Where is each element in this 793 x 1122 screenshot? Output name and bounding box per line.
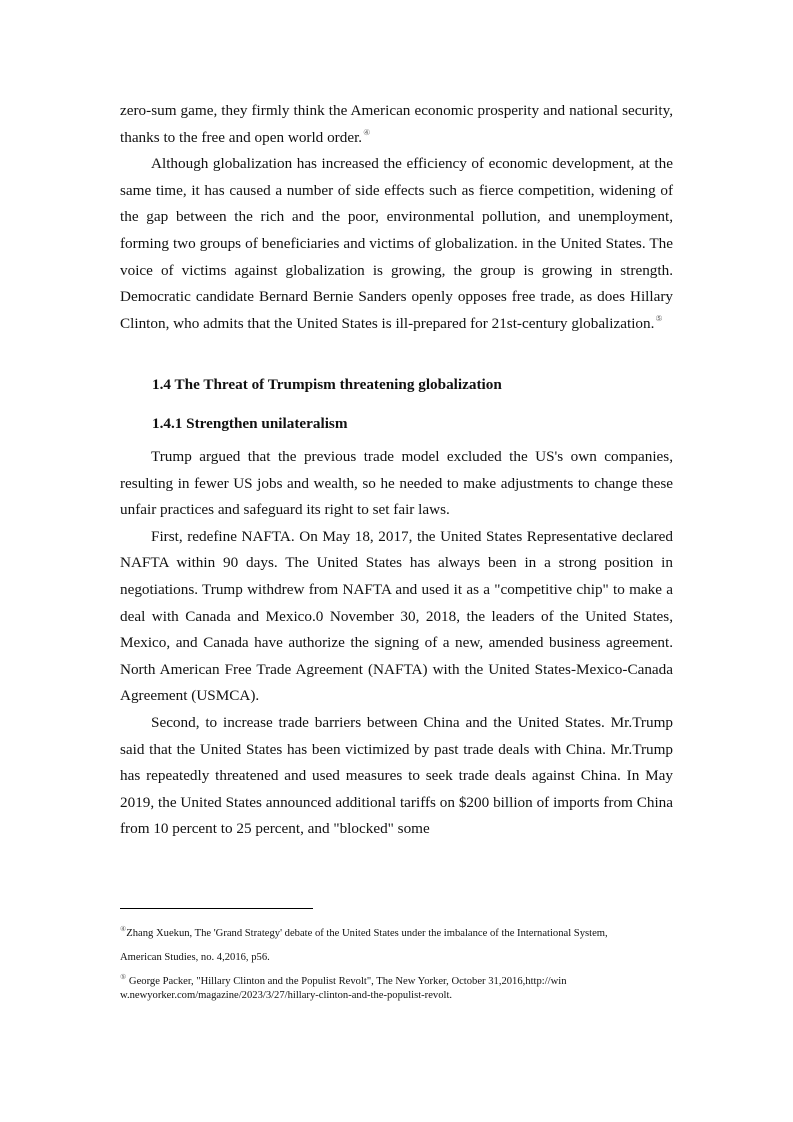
footnote-text-continued: American Studies, no. 4,2016, p56. bbox=[120, 952, 270, 963]
body-section-top bbox=[120, 98, 673, 337]
paragraph bbox=[120, 151, 673, 337]
paragraph: Trump argued that the previous trade model excluded the US's own companies, resulting in fewer US jobs and wealth, so he needed to make adjustments to change these unfair practices and safeguard its right to set fair laws. bbox=[120, 448, 673, 519]
footnote-text: George Packer, "Hillary Clinton and the Populist Revolt", The New Yorker, October 31,2016,http://win bbox=[126, 976, 567, 987]
footnote bbox=[120, 975, 673, 1003]
footnote-reference[interactable]: ④ bbox=[363, 127, 371, 137]
paragraph-text: zero-sum game, they firmly think the American economic prosperity and national security, thanks to the free and open world order. bbox=[120, 102, 673, 146]
subsection-heading: 1.4.1 Strengthen unilateralism bbox=[152, 415, 348, 432]
footnote-url[interactable]: w.newyorker.com/magazine/2023/3/27/hillary-clinton-and-the-populist-revolt. bbox=[120, 990, 453, 1001]
paragraph: Second, to increase trade barriers between China and the United States. Mr.Trump said that the United States has been victimized by past trade deals with China. Mr.Trump has repeatedly threatened and used measures to seek trade deals against China. In May 2019, the United States announced additional tariffs on $200 billion of imports from China from 10 percent to 25 percent, and "blocked" some bbox=[120, 713, 673, 838]
paragraph-text: Although globalization has increased the efficiency of economic development, at the same time, it has caused a number of side effects such as fierce competition, widening of the gap between the rich and the poor, environmental pollution, and unemployment, forming two groups of beneficiaries and victims of globalization. in the United States. The voice of victims against globalization is growing, the group is growing in strength. Democratic candidate Bernard Bernie Sanders openly opposes free trade, as does Hillary Clinton, who admits that the United States is ill-prepared for 21st-century globalization. bbox=[120, 155, 673, 332]
footnote-reference[interactable]: ⑤ bbox=[655, 313, 663, 323]
paragraph: First, redefine NAFTA. On May 18, 2017, the United States Representative declared NAFTA within 90 days. The United States has always been in a strong position in negotiations. Trump withdrew from NAFTA and used it as a "competitive chip" to make a deal with Canada and Mexico.0 November 30, 2018, the leaders of the United States, Mexico, and Canada have authorize the signing of a new, amended business agreement. North American Free Trade Agreement (NAFTA) with the United States-Mexico-Canada Agreement (USMCA). bbox=[120, 527, 673, 705]
section-heading: 1.4 The Threat of Trumpism threatening globalization bbox=[152, 376, 502, 393]
paragraph bbox=[120, 98, 673, 151]
footnote-mark: ⑤ bbox=[120, 973, 127, 981]
footnote-text: Zhang Xuekun, The 'Grand Strategy' debate of the United States under the imbalance of the International System, bbox=[126, 928, 608, 939]
body-section-bottom bbox=[120, 444, 673, 843]
footnote bbox=[120, 921, 673, 971]
footnotes bbox=[120, 921, 673, 1003]
footnote-mark: ④ bbox=[120, 925, 127, 933]
footnote-separator bbox=[120, 908, 313, 909]
